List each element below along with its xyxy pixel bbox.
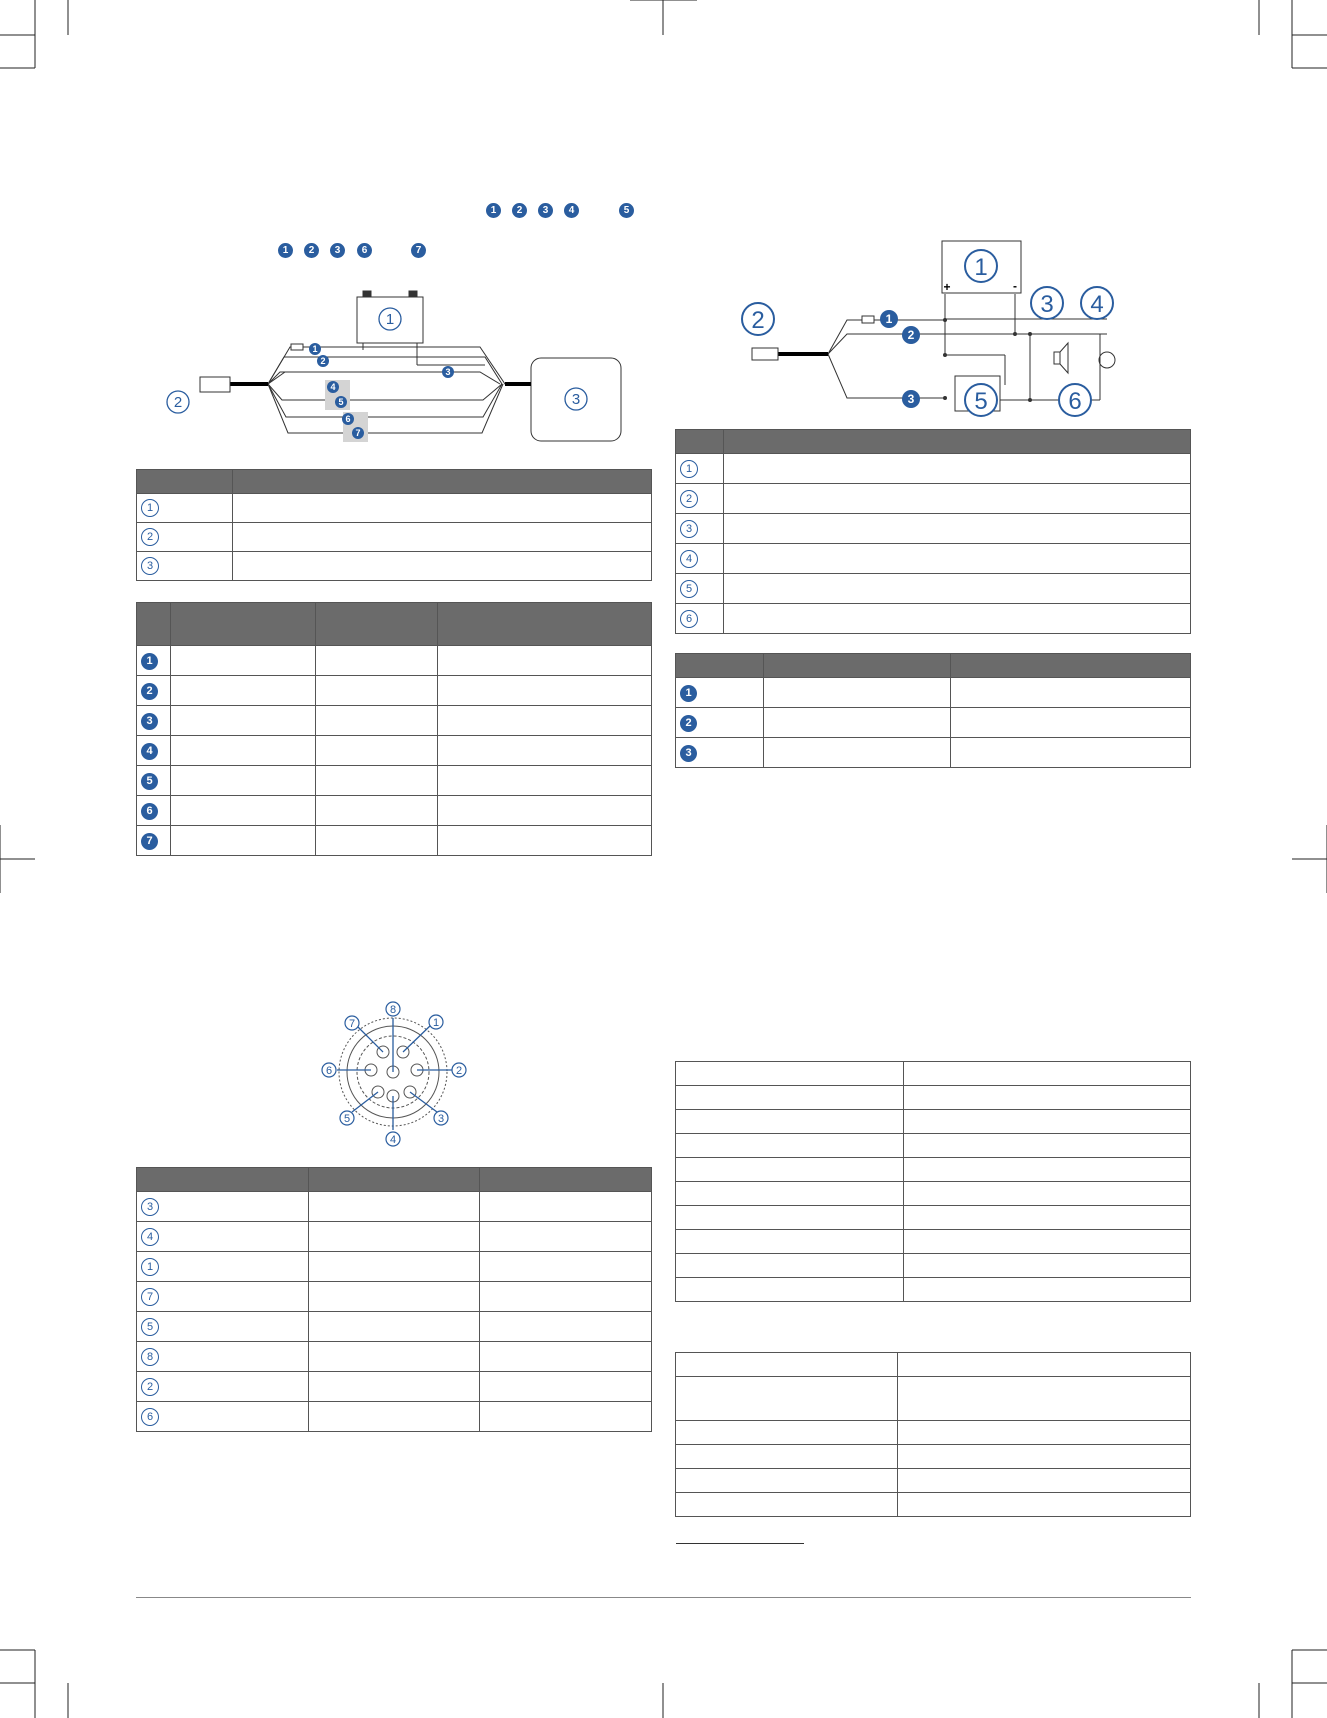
row-number: 6 [141,803,158,820]
row-number: 6 [141,1408,159,1426]
table-row [676,1182,1191,1206]
pin-label-7: 7 [348,1018,356,1030]
callout-5: 5 [619,203,634,218]
diagram-right-label-5: 5 [974,388,988,415]
table-row [676,1469,1191,1493]
row-number: 2 [141,683,158,700]
plus-sign: + [943,280,951,294]
callout-3: 3 [538,203,553,218]
table-row [676,1493,1191,1517]
table-row [137,1312,652,1342]
row-number: 8 [141,1348,159,1366]
row-number: 7 [141,1288,159,1306]
footnote-rule [676,1543,804,1544]
wire-callout-2: 2 [907,328,915,342]
wire-callout-1: 1 [312,344,318,354]
table-row [137,1402,652,1432]
table-row [676,1278,1191,1302]
table-row [137,1342,652,1372]
wire-callout-6: 6 [345,414,351,424]
table-f [675,1061,1191,1302]
row-number: 2 [141,528,159,546]
diagram-left-label-2: 2 [173,394,183,411]
pin-label-6: 6 [325,1065,333,1077]
row-number: 4 [141,743,158,760]
row-number: 2 [680,715,697,732]
row-number: 3 [141,713,158,730]
table-row [137,1252,652,1282]
minus-sign: - [1013,279,1017,293]
row-number: 4 [680,550,698,568]
table-row [676,1445,1191,1469]
table-row [137,1282,652,1312]
callout-2: 2 [304,243,319,258]
row-number: 2 [680,490,698,508]
table-row [676,1158,1191,1182]
table-row [137,1222,652,1252]
pin-label-8: 8 [389,1004,397,1016]
table-row [676,1086,1191,1110]
diagram-right-label-2: 2 [751,307,765,334]
wire-callout-2: 2 [320,356,326,366]
wire-callout-1: 1 [885,312,893,326]
table-g [675,1352,1191,1517]
wire-callout-5: 5 [338,397,344,407]
wire-callout-3: 3 [445,367,451,377]
row-number: 3 [141,1198,159,1216]
callout-6: 6 [357,243,372,258]
table-row [676,1421,1191,1445]
pin-label-2: 2 [455,1065,463,1077]
row-number: 6 [680,610,698,628]
pin-label-5: 5 [343,1113,351,1125]
footer-rule [136,1597,1191,1598]
diagram-right-label-4: 4 [1090,291,1104,318]
row-number: 1 [680,685,697,702]
callout-2: 2 [512,203,527,218]
diagram-left-label-1: 1 [385,311,395,328]
pin-label-4: 4 [389,1134,397,1146]
pin-label-3: 3 [437,1113,445,1125]
wire-callout-7: 7 [355,428,361,438]
row-number: 5 [141,1318,159,1336]
callout-4: 4 [564,203,579,218]
row-number: 5 [680,580,698,598]
table-row [676,1206,1191,1230]
wire-callout-4: 4 [330,382,336,392]
wire-callout-3: 3 [907,392,915,406]
table-row [676,1353,1191,1377]
table-row [137,1192,652,1222]
table-row [676,1230,1191,1254]
diagram-right-label-3: 3 [1040,291,1054,318]
row-number: 3 [680,520,698,538]
callout-3: 3 [330,243,345,258]
row-number: 3 [141,557,159,575]
callout-7: 7 [411,243,426,258]
diagram-right-label-6: 6 [1068,388,1082,415]
row-number: 1 [141,1258,159,1276]
row-number: 3 [680,745,697,762]
table-row [676,1134,1191,1158]
table-row [676,1062,1191,1086]
table-row [137,1372,652,1402]
row-number: 1 [680,460,698,478]
pin-label-1: 1 [432,1017,440,1029]
callout-1: 1 [486,203,501,218]
table-e [136,1167,652,1432]
diagram-left-label-3: 3 [571,391,581,408]
row-number: 1 [141,499,159,517]
table-row [676,1377,1191,1421]
callout-1: 1 [278,243,293,258]
row-number: 4 [141,1228,159,1246]
diagram-right-label-1: 1 [974,254,988,281]
table-row [676,1110,1191,1134]
row-number: 1 [141,653,158,670]
row-number: 2 [141,1378,159,1396]
table-row [676,1254,1191,1278]
row-number: 5 [141,773,158,790]
row-number: 7 [141,833,158,850]
